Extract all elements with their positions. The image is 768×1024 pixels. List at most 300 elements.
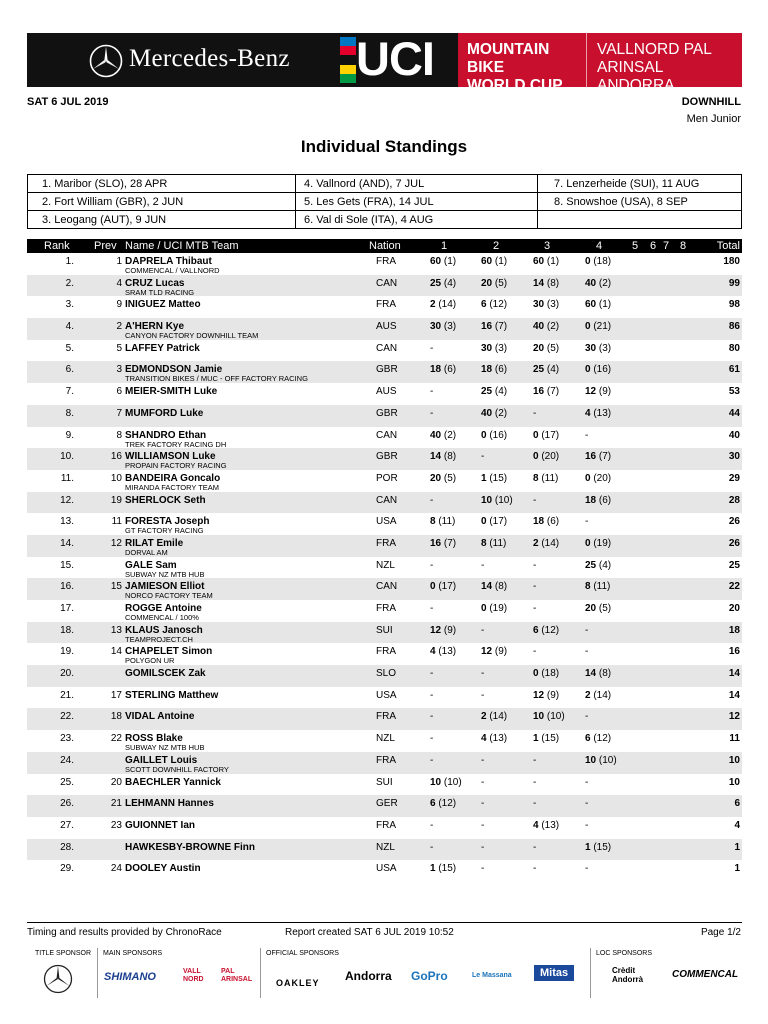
round-2-points — [481, 711, 507, 723]
points-value: 12 — [585, 386, 597, 398]
rank-cell: 9. — [65, 429, 74, 441]
table-row — [27, 730, 742, 752]
prev-rank-cell: 7 — [116, 407, 122, 419]
rider-name: GALE Sam — [125, 559, 177, 571]
round-position: (3) — [443, 321, 457, 333]
round-position: (7) — [546, 386, 560, 398]
points-value: 0 — [430, 581, 436, 593]
round-position: (8) — [598, 668, 612, 680]
round-position: (15) — [438, 863, 457, 875]
nation-cell: SLO — [376, 668, 397, 680]
round-position: (1) — [494, 256, 508, 267]
total-points: 29 — [728, 472, 740, 484]
round-2-points — [481, 777, 484, 789]
points-value: - — [533, 776, 537, 788]
round-4-points — [585, 863, 588, 875]
event-banner — [27, 32, 742, 94]
uci-wordmark: UCI — [356, 32, 434, 85]
round-position: (8) — [443, 451, 457, 463]
table-row — [27, 513, 742, 535]
round-position: (7) — [443, 537, 457, 549]
round-3-points — [533, 386, 559, 398]
points-value: - — [430, 342, 434, 354]
mercedes-logo — [27, 33, 333, 87]
points-value: 0 — [533, 668, 539, 680]
points-value: 18 — [430, 364, 442, 376]
rider-name: A'HERN Kye — [125, 321, 185, 333]
team-name: TEAMPROJECT.CH — [125, 634, 193, 644]
total-points: 20 — [728, 603, 740, 614]
points-value: - — [481, 819, 485, 831]
rank-cell: 12. — [60, 494, 74, 506]
round-position: (14) — [541, 537, 560, 549]
round-position: (2) — [443, 429, 457, 441]
round-4-points — [585, 299, 611, 311]
round-position: (15) — [541, 733, 560, 745]
points-value: 4 — [430, 646, 436, 658]
total-points: 61 — [728, 364, 740, 376]
prev-rank-cell: 3 — [116, 364, 122, 376]
round-3-points — [533, 408, 536, 420]
table-row — [27, 774, 742, 796]
round-2-points — [481, 495, 513, 507]
footer-timing: Timing and results provided by ChronoRace — [27, 927, 222, 938]
rider-name: SHERLOCK Seth — [125, 494, 206, 506]
rank-cell: 18. — [60, 624, 74, 636]
rank-cell: 20. — [60, 668, 74, 680]
team-name: PROPAIN FACTORY RACING — [125, 461, 227, 471]
rider-name: DAPRELA Thibaut — [125, 256, 212, 267]
rank-cell: 16. — [60, 581, 74, 593]
rank-cell: 23. — [60, 733, 74, 745]
rank-cell: 1. — [65, 256, 74, 267]
total-points: 86 — [728, 321, 740, 333]
round-3-points — [533, 364, 559, 376]
points-value: 0 — [481, 516, 487, 528]
total-points: 14 — [728, 689, 740, 701]
team-name: CANYON FACTORY DOWNHILL TEAM — [125, 331, 259, 341]
points-value: 14 — [430, 451, 442, 463]
sponsor-divider — [97, 948, 98, 998]
rank-cell: 14. — [60, 537, 74, 549]
round-1-points — [430, 711, 433, 723]
nation-cell: USA — [376, 689, 397, 701]
nation-cell: USA — [376, 516, 397, 528]
prev-rank-cell: 13 — [110, 624, 122, 636]
mercedes-star-icon — [89, 44, 123, 78]
team-name: POLYGON UR — [125, 656, 175, 666]
round-2-points — [481, 408, 507, 420]
points-value: - — [585, 798, 589, 810]
nation-cell: FRA — [376, 711, 396, 723]
round-2-points — [481, 386, 507, 398]
prev-rank-cell: 17 — [110, 689, 122, 701]
points-value: - — [533, 798, 537, 810]
round-3-points — [533, 646, 536, 658]
prev-rank-cell: 1 — [116, 256, 122, 267]
rider-name: GAILLET Louis — [125, 754, 198, 766]
round-1-points — [430, 755, 433, 767]
nation-cell: NZL — [376, 733, 395, 745]
round-position: (15) — [593, 841, 612, 853]
gopro-logo: GoPro — [411, 969, 448, 983]
points-value: - — [481, 754, 485, 766]
round-position: (12) — [541, 624, 560, 636]
round-3-points — [533, 798, 536, 810]
round-position: (4) — [598, 559, 612, 571]
prev-rank-cell: 23 — [110, 819, 122, 831]
points-value: 10 — [481, 494, 493, 506]
points-value: 30 — [481, 342, 493, 354]
round-4-points — [585, 343, 611, 355]
round-1-points — [430, 668, 433, 680]
total-points: 25 — [728, 559, 740, 571]
points-value: 4 — [533, 819, 539, 831]
round-1-points — [430, 581, 456, 593]
table-row — [27, 665, 742, 687]
round-1-points — [430, 343, 433, 355]
rider-name: WILLIAMSON Luke — [125, 451, 216, 463]
round-2-points — [481, 863, 484, 875]
table-row — [27, 622, 742, 644]
official-sponsors-label: OFFICIAL SPONSORS — [266, 950, 339, 957]
prev-rank-cell: 5 — [116, 342, 122, 354]
round-4-points — [585, 560, 611, 572]
rider-name: CRUZ Lucas — [125, 277, 185, 289]
rider-name: BANDEIRA Goncalo — [125, 472, 221, 484]
round-3-points — [533, 430, 559, 442]
round-position: (9) — [598, 386, 612, 398]
round-position: (14) — [593, 689, 612, 701]
round-2-points — [481, 581, 507, 593]
round-4-points — [585, 798, 588, 810]
table-row — [27, 578, 742, 600]
points-value: - — [430, 754, 434, 766]
prev-rank-cell: 24 — [110, 863, 122, 875]
round-position: (14) — [438, 299, 457, 311]
round-position: (17) — [438, 581, 457, 593]
prev-rank-cell: 12 — [110, 537, 122, 549]
rainbow-stripes — [340, 37, 356, 83]
nation-cell: POR — [376, 472, 398, 484]
rider-name: JAMIESON Elliot — [125, 581, 205, 593]
round-4-points — [585, 646, 588, 658]
round-1-points — [430, 430, 456, 442]
round-2-points — [481, 321, 507, 333]
round-3-points — [533, 581, 536, 593]
nation-cell: FRA — [376, 646, 396, 658]
nation-cell: CAN — [376, 277, 398, 289]
round-4-points — [585, 516, 588, 528]
round-1-points — [430, 386, 433, 398]
round-2-points — [481, 343, 507, 355]
rider-name: BAECHLER Yannick — [125, 776, 221, 788]
table-row — [27, 817, 742, 839]
round-2-points — [481, 646, 507, 658]
round-4-points — [585, 755, 617, 767]
round-position: (21) — [593, 321, 612, 333]
round-4-points — [585, 733, 611, 745]
table-row — [27, 448, 742, 470]
round-position: (9) — [546, 689, 560, 701]
round-position: (12) — [489, 299, 508, 311]
points-value: - — [481, 559, 485, 571]
round-3-points — [533, 777, 536, 789]
points-value: 2 — [430, 299, 436, 311]
round-2-points — [481, 560, 484, 572]
round-cell: 1. Maribor (SLO), 28 APR — [28, 175, 296, 193]
points-value: 4 — [585, 407, 591, 419]
round-position: (12) — [438, 798, 457, 810]
points-value: 30 — [585, 342, 597, 354]
prev-rank-cell: 9 — [116, 299, 122, 311]
prev-rank-cell: 19 — [110, 494, 122, 506]
team-name: COMMENCAL / 100% — [125, 613, 199, 622]
round-position: (20) — [541, 451, 560, 463]
round-1-points — [430, 625, 456, 637]
points-value: 25 — [585, 559, 597, 571]
total-points: 22 — [728, 581, 740, 593]
rank-cell: 5. — [65, 342, 74, 354]
round-2-points — [481, 668, 484, 680]
points-value: 12 — [481, 646, 493, 658]
points-value: 14 — [533, 277, 545, 289]
round-position: (15) — [489, 472, 508, 484]
points-value: 60 — [533, 256, 545, 267]
round-position: (6) — [546, 516, 560, 528]
rider-name: KLAUS Janosch — [125, 624, 203, 636]
round-position: (3) — [494, 342, 508, 354]
points-value: - — [533, 494, 537, 506]
nation-cell: NZL — [376, 559, 395, 571]
rank-cell: 6. — [65, 364, 74, 376]
table-row — [27, 752, 742, 774]
round-position: (1) — [443, 256, 457, 267]
prev-rank-cell: 4 — [116, 277, 122, 289]
points-value: 16 — [481, 321, 493, 333]
mitas-logo: Mitas — [534, 965, 574, 981]
table-row — [27, 383, 742, 405]
points-value: - — [481, 776, 485, 788]
shimano-logo: SHIMANO — [104, 971, 156, 983]
venue-line-2: ANDORRA — [597, 77, 675, 94]
points-value: - — [585, 776, 589, 788]
total-points: 80 — [728, 342, 740, 354]
round-position: (18) — [593, 256, 612, 267]
points-value: 18 — [481, 364, 493, 376]
rank-cell: 3. — [65, 299, 74, 311]
round-1-points — [430, 798, 456, 810]
points-value: 40 — [533, 321, 545, 333]
total-points: 18 — [728, 624, 740, 636]
points-value: - — [430, 603, 434, 614]
rank-cell: 15. — [60, 559, 74, 571]
points-value: 6 — [430, 798, 436, 810]
round-1-points — [430, 777, 462, 789]
total-points: 26 — [728, 516, 740, 528]
team-name: MIRANDA FACTORY TEAM — [125, 482, 220, 492]
total-points: 98 — [728, 299, 740, 311]
points-value: 25 — [481, 386, 493, 398]
prev-rank-cell: 15 — [110, 581, 122, 593]
round-position: (17) — [541, 429, 560, 441]
discipline: DOWNHILL — [681, 96, 741, 108]
table-row — [27, 275, 742, 297]
round-1-points — [430, 820, 433, 832]
team-name: SCOTT DOWNHILL FACTORY — [125, 764, 229, 774]
nation-cell: FRA — [376, 754, 396, 766]
round-position: (6) — [443, 364, 457, 376]
points-value: 8 — [585, 581, 591, 593]
points-value: 12 — [533, 689, 545, 701]
round-3-points — [533, 256, 559, 268]
round-cell: 5. Les Gets (FRA), 14 JUL — [296, 193, 538, 211]
footer-divider — [27, 922, 742, 923]
round-2-points — [481, 538, 506, 550]
round-2-points — [481, 278, 507, 290]
points-value: 16 — [533, 386, 545, 398]
points-value: - — [481, 798, 485, 810]
nation-cell: GER — [376, 798, 398, 810]
rider-name: ROGGE Antoine — [125, 603, 202, 614]
points-value: - — [481, 841, 485, 853]
rounds-table — [27, 174, 742, 229]
oakley-logo: OAKLEY — [276, 978, 320, 988]
round-position: (9) — [443, 624, 457, 636]
round-4-points — [585, 364, 611, 376]
points-value: 1 — [585, 841, 591, 853]
points-value: - — [430, 711, 434, 723]
round-3-points — [533, 451, 559, 463]
points-value: 6 — [533, 624, 539, 636]
points-value: - — [533, 559, 537, 571]
points-value: 60 — [585, 299, 597, 311]
round-position: (13) — [489, 733, 508, 745]
round-4-points — [585, 278, 611, 290]
round-position: (2) — [494, 407, 508, 419]
series-line-2: WORLD CUP — [467, 77, 563, 94]
footer-report-created: Report created SAT 6 JUL 2019 10:52 — [285, 927, 454, 938]
round-position: (8) — [494, 581, 508, 593]
points-value: - — [430, 841, 434, 853]
points-value: 20 — [430, 472, 442, 484]
rider-name: CHAPELET Simon — [125, 646, 213, 658]
points-value: 40 — [430, 429, 442, 441]
rider-name: LAFFEY Patrick — [125, 342, 200, 354]
round-1-points — [430, 603, 433, 615]
total-points: 99 — [728, 277, 740, 289]
table-row — [27, 427, 742, 449]
round-position: (6) — [598, 494, 612, 506]
points-value: 30 — [430, 321, 442, 333]
team-name: NORCO FACTORY TEAM — [125, 591, 213, 601]
round-3-points — [533, 733, 559, 745]
round-1-points — [430, 495, 433, 507]
round-3-points — [533, 343, 559, 355]
points-value: 8 — [533, 472, 539, 484]
points-value: 0 — [585, 321, 591, 333]
series-title — [458, 33, 586, 94]
round-position: (10) — [494, 494, 513, 506]
total-points: 6 — [734, 798, 740, 810]
title-sponsor-group — [27, 948, 95, 998]
points-value: 2 — [533, 537, 539, 549]
points-value: - — [533, 863, 537, 875]
round-position: (11) — [438, 516, 456, 528]
points-value: 0 — [533, 429, 539, 441]
table-row — [27, 795, 742, 817]
team-name: TREK FACTORY RACING DH — [125, 439, 227, 449]
loc-sponsors-group — [594, 948, 742, 998]
round-1-points — [430, 863, 456, 875]
total-points: 1 — [734, 863, 740, 875]
round-3-points — [533, 625, 559, 637]
round-4-points — [585, 430, 588, 442]
table-row — [27, 708, 742, 730]
round-4-points — [585, 538, 611, 550]
points-value: 20 — [481, 277, 493, 289]
round-cell: 6. Val di Sole (ITA), 4 AUG — [296, 211, 538, 229]
points-value: 25 — [430, 277, 442, 289]
round-2-points — [481, 364, 507, 376]
rank-cell: 26. — [60, 798, 74, 810]
main-sponsors-group — [101, 948, 261, 998]
round-3-points — [533, 603, 536, 615]
total-points: 4 — [734, 819, 740, 831]
rank-cell: 8. — [65, 407, 74, 419]
col-round-8: 8 — [680, 240, 687, 252]
nation-cell: FRA — [376, 256, 396, 267]
round-position: (13) — [541, 819, 560, 831]
points-value: - — [533, 581, 537, 593]
points-value: 2 — [585, 689, 591, 701]
round-position: (12) — [593, 733, 612, 745]
round-4-points — [585, 581, 610, 593]
table-row — [27, 492, 742, 514]
rider-name: LEHMANN Hannes — [125, 798, 214, 810]
round-4-points — [585, 256, 611, 268]
prev-rank-cell: 14 — [110, 646, 122, 658]
team-name: SRAM TLD RACING — [125, 287, 195, 297]
points-value: - — [533, 407, 537, 419]
round-2-points — [481, 430, 507, 442]
round-1-points — [430, 408, 433, 420]
round-3-points — [533, 863, 536, 875]
round-position: (3) — [598, 342, 612, 354]
round-cell — [538, 211, 742, 229]
points-value: - — [430, 407, 434, 419]
round-2-points — [481, 299, 507, 311]
rank-cell: 17. — [60, 603, 74, 614]
rounds-row — [28, 193, 742, 211]
round-4-points — [585, 408, 611, 420]
round-cell: 3. Leogang (AUT), 9 JUN — [28, 211, 296, 229]
round-position: (16) — [593, 364, 612, 376]
round-2-points — [481, 256, 507, 268]
prev-rank-cell: 2 — [116, 321, 122, 333]
nation-cell: NZL — [376, 841, 395, 853]
round-2-points — [481, 516, 507, 528]
points-value: 14 — [585, 668, 597, 680]
team-name: TRANSITION BIKES / MUC - OFF FACTORY RACING — [125, 374, 308, 384]
points-value: - — [533, 754, 537, 766]
rider-name: VIDAL Antoine — [125, 711, 195, 723]
points-value: 0 — [585, 472, 591, 484]
round-4-points — [585, 495, 611, 507]
points-value: - — [585, 516, 589, 528]
round-cell: 4. Vallnord (AND), 7 JUL — [296, 175, 538, 193]
round-2-points — [481, 820, 484, 832]
